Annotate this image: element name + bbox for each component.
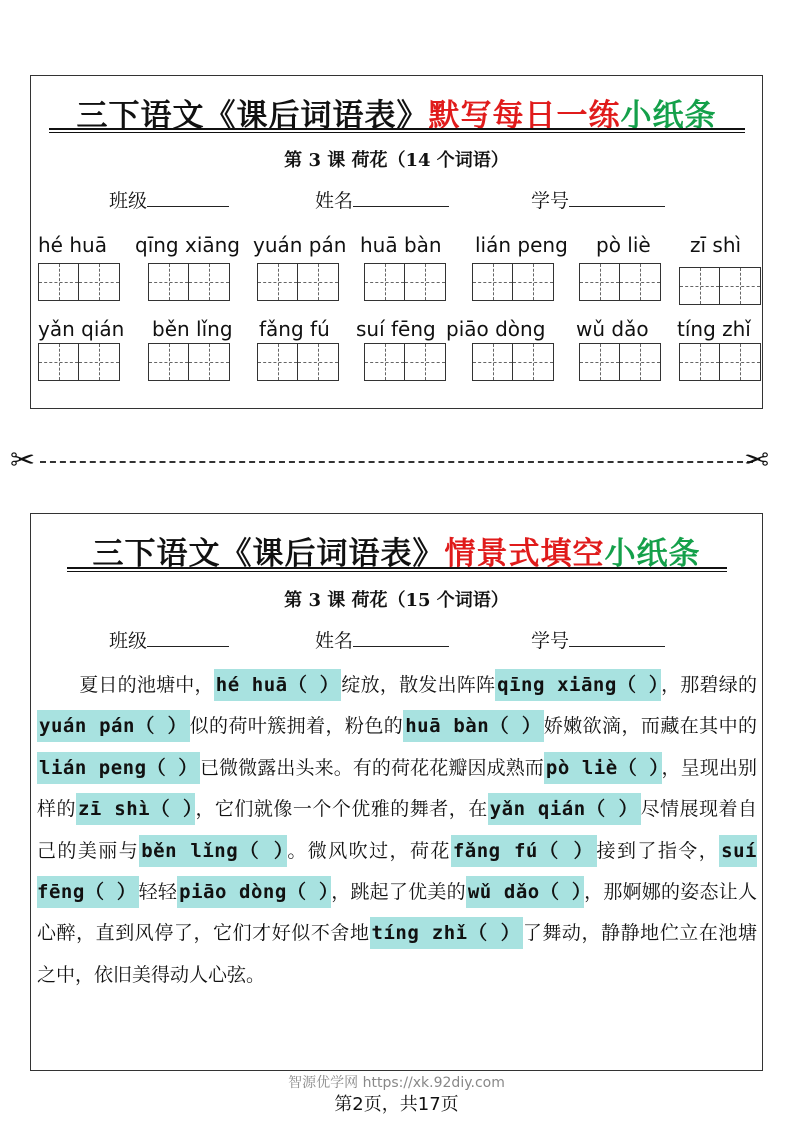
passage-text: 了舞动，静静地伫立在池塘之中，依旧美得动人心弦。 (37, 922, 757, 986)
passage-text: ，跳起了优美的 (331, 881, 466, 904)
name-blank[interactable] (353, 188, 449, 207)
writing-grid[interactable] (38, 263, 120, 301)
writing-grid[interactable] (679, 343, 761, 381)
id-field (531, 186, 665, 213)
card-subtitle: 第 3 课 荷花（14 个词语） (284, 150, 509, 171)
footer-site: 智源优学网 https://xk.92diy.com (288, 1075, 505, 1091)
class-blank[interactable] (147, 188, 229, 207)
scissors-icon-left: ✂ (10, 443, 36, 478)
title-red: 默写每日一练 (428, 98, 621, 134)
fill-blank[interactable]: tíng zhǐ（ ） (370, 917, 523, 949)
passage-text: 绽放，散发出阵阵 (341, 674, 496, 696)
writing-grid[interactable] (148, 343, 230, 381)
passage-text: 尽情展现着自己的美丽与 (37, 798, 757, 862)
dashed-cut-line (40, 461, 753, 463)
fill-blank[interactable]: pò liè（ ） (544, 752, 662, 784)
id-blank[interactable] (569, 188, 665, 207)
fill-blank[interactable]: piāo dòng（ ） (177, 876, 331, 908)
writing-grid[interactable] (472, 263, 554, 301)
pinyin-label: yuán pán (253, 233, 347, 257)
title-green: 小纸条 (620, 98, 717, 134)
fill-blank[interactable]: suí fēng（ ） (37, 835, 757, 908)
name-label: 姓名 (315, 190, 354, 212)
passage-text: 已微微露出头来。有的荷花花瓣因成熟而 (199, 756, 544, 779)
fill-blank[interactable]: huā bàn（ ） (403, 710, 544, 742)
pinyin-label: pò liè (596, 233, 651, 257)
passage-text: ，那碧绿的 (661, 674, 757, 696)
title-black: 三下语文《课后词语表》 (92, 536, 445, 572)
writing-grid[interactable] (364, 343, 446, 381)
fill-blank[interactable]: lián peng（ ） (37, 752, 200, 784)
name-field (315, 186, 449, 213)
fill-blank[interactable]: běn lǐng（ ） (139, 835, 287, 867)
fill-blank[interactable]: fǎng fú（ ） (451, 835, 597, 867)
pinyin-label: qīng xiāng (135, 233, 240, 257)
title-underline (49, 128, 745, 133)
id-label: 学号 (531, 630, 570, 652)
class-field (109, 626, 229, 653)
id-field (531, 626, 665, 653)
writing-grid[interactable] (579, 343, 661, 381)
scenario-passage (37, 665, 757, 996)
passage-text: 轻轻 (138, 881, 178, 904)
passage-text: 夏日的池塘中， (79, 674, 214, 696)
writing-grid[interactable] (257, 263, 339, 301)
class-label: 班级 (109, 190, 148, 212)
title-red: 情景式填空 (444, 536, 605, 572)
pinyin-label: suí fēng (356, 317, 436, 341)
writing-grid[interactable] (38, 343, 120, 381)
page-number: 第2页，共17页 (334, 1094, 459, 1115)
writing-grid[interactable] (364, 263, 446, 301)
passage-text: ，呈现出别样的 (37, 756, 757, 821)
title-black: 三下语文《课后词语表》 (76, 98, 429, 134)
class-blank[interactable] (147, 628, 229, 647)
pinyin-label: fǎng fú (259, 317, 330, 341)
passage-text: 娇嫩欲滴，而藏在其中的 (543, 715, 757, 738)
fill-blank[interactable]: yǎn qián（ ） (488, 793, 641, 825)
writing-grid[interactable] (148, 263, 230, 301)
passage-text: 。微风吹过，荷花 (287, 839, 451, 862)
class-field (109, 186, 229, 213)
name-blank[interactable] (353, 628, 449, 647)
title-green: 小纸条 (604, 536, 701, 572)
passage-text: ，它们就像一个个优雅的舞者，在 (195, 798, 488, 821)
name-label: 姓名 (315, 630, 354, 652)
fill-blank[interactable]: hé huā（ ） (214, 669, 342, 701)
fill-blank[interactable]: wǔ dǎo（ ） (466, 876, 584, 908)
pinyin-label: yǎn qián (38, 317, 125, 341)
dictation-card (30, 75, 763, 409)
writing-grid[interactable] (257, 343, 339, 381)
fill-blank[interactable]: yuán pán（ ） (37, 710, 190, 742)
pinyin-label: piāo dòng (446, 317, 546, 341)
pinyin-label: huā bàn (360, 233, 442, 257)
scissors-icon-right: ✂ (744, 443, 770, 478)
fill-blank[interactable]: qīng xiāng（ ） (495, 669, 661, 701)
class-label: 班级 (109, 630, 148, 652)
id-blank[interactable] (569, 628, 665, 647)
fill-blank[interactable]: zī shì（ ） (76, 793, 195, 825)
pinyin-label: wǔ dǎo (576, 317, 649, 341)
passage-text: 似的荷叶簇拥着，粉色的 (189, 715, 404, 738)
pinyin-label: hé huā (38, 233, 107, 257)
passage-text: 接到了指令， (596, 839, 720, 862)
pinyin-label: tíng zhǐ (677, 317, 751, 341)
card-subtitle: 第 3 课 荷花（15 个词语） (284, 590, 509, 611)
pinyin-label: běn lǐng (152, 317, 233, 341)
writing-grid[interactable] (679, 267, 761, 305)
title-underline (67, 567, 727, 572)
name-field (315, 626, 449, 653)
pinyin-label: zī shì (690, 233, 742, 257)
id-label: 学号 (531, 190, 570, 212)
pinyin-label: lián peng (475, 233, 568, 257)
passage-text: ，那婀娜的姿态让人心醉，直到风停了，它们才好似不舍地 (37, 881, 757, 945)
writing-grid[interactable] (472, 343, 554, 381)
writing-grid[interactable] (579, 263, 661, 301)
